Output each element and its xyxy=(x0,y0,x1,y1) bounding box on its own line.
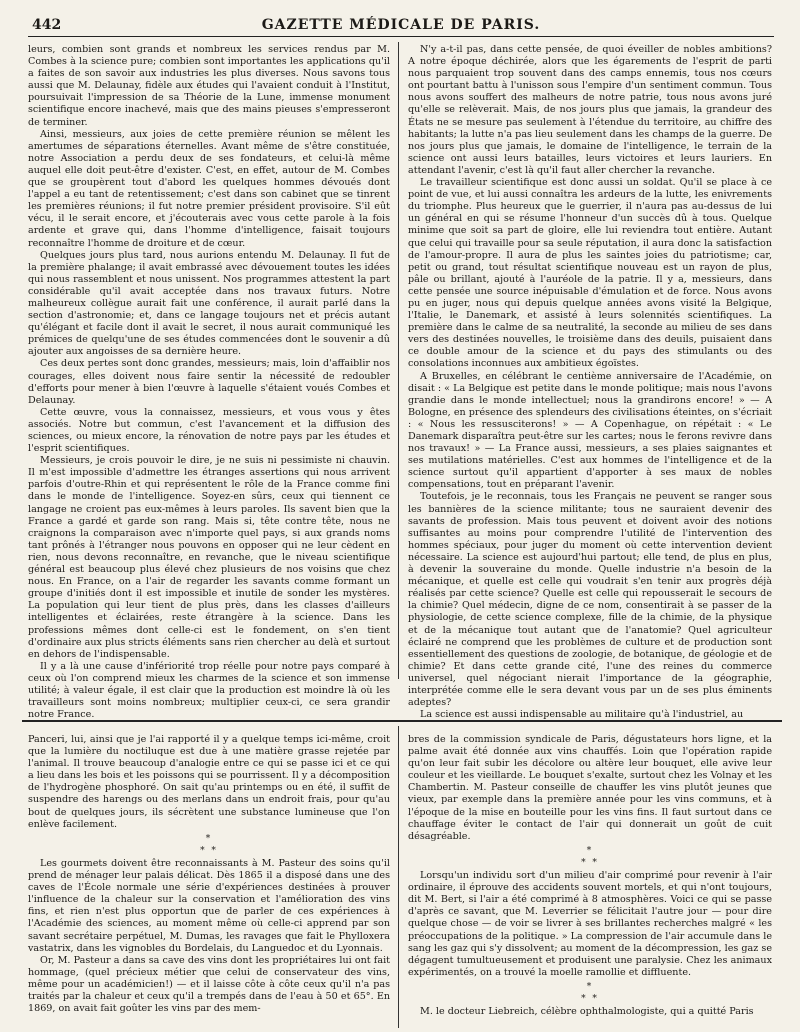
paragraph: Cette œuvre, vous la connaissez, messieurs, et vous vous y êtes associés. Notre but commun, c'est l'avancement et la diffusion des sciences, ou mieux encore, la rénovation de notre pays par les études et l'esprit scientifiques. xyxy=(28,406,390,455)
paragraph: bres de la commission syndicale de Paris, dégustateurs hors ligne, et la palme avait été donnée aux vins chauffés. Loin que l'opération rapide qu'on leur fait subir les décolore ou altère leur bouquet, elle avive leur couleur et les vieillarde. Le bouquet s'exalte, surtout chez les Volnay et les Chambertin. M. Pasteur conseille de chauffer les vins plutôt jeunes que vieux, par exemple dans la première année pour les vins communs, et à l'époque de la mise en bouteille pour les vins fins. Il faut surtout dans ce chauffage éviter le contact de l'air qui donnerait un goût de cuit désagréable. xyxy=(408,734,772,842)
article-column-top-right xyxy=(408,44,772,721)
asterism-separator: * * * xyxy=(200,833,218,856)
feuilleton-column-right xyxy=(408,734,772,1028)
asterism-separator: * * * xyxy=(581,845,599,868)
paragraph: leurs, combien sont grands et nombreux les services rendus par M. Combes à la science pure; combien sont importantes les applications qu'il a faites de son savoir aux industries les plus diverses. Nous savons tous aussi que M. Delaunay, fidèle aux études qui l'avaient conduit à l'Institut, poursuivait l'impression de sa Théorie de la Lune, immense monument scientifique encore inachevé, mais que des mains pieuses s'empresseront de terminer. xyxy=(28,44,390,128)
paragraph: A Bruxelles, en célébrant le centième anniversaire de l'Académie, on disait : « La Belgique est petite dans le monde politique; mais nous l'avons grandie dans le monde intellectuel; nous la grandirons encore! » — A Bologne, en présence des splendeurs des civilisations éteintes, on s'écriait : « Nous les ressusciterons! » — A Copenhague, on répétait : « Le Danemark disparaîtra peut-être sur les cartes; nous le ferons revivre dans nos travaux! » — La France aussi, messieurs, a ses plaies saignantes et ses mutilations matérielles. C'est aux hommes de l'intelligence et de la science surtout qu'il appartient d'apporter à ses maux de nobles compensations, tout en préparant l'avenir. xyxy=(408,370,772,491)
feuilleton-column-left xyxy=(28,734,390,1028)
article-column-top-left xyxy=(28,44,390,721)
paragraph: Messieurs, je crois pouvoir le dire, je ne suis ni pessimiste ni chauvin. Il m'est impossible d'admettre les étranges assertions qui nous arrivent parfois d'outre-Rhin et qui représentent le rôle de la France comme fini dans le monde de l'intelligence. Soyez-en sûrs, ceux qui tiennent ce langage ne croient pas eux-mêmes à leurs paroles. Ils savent bien que la France a gardé et garde son rang. Mais si, tête contre tête, nous ne craignons la comparaison avec n'importe quel pays, si aux grands noms tant prônés à l'étranger nous pouvons en opposer qui ne leur cèdent en rien, nous devons reconnaître, en revanche, que le niveau scientifique général est beaucoup plus élevé chez plusieurs de nos voisins que chez nous. En France, on a l'air de regarder les savants comme formant un groupe d'initiés dont il est impossible et inutile de sonder les mystères. La population qui leur tient de plus près, dans les classes d'ailleurs intelligentes et éclairées, reste étrangère à la science. Dans les professions mêmes dont celle-ci est le fondement, on s'en tient d'ordinaire aux plus stricts éléments sans rien chercher au delà et surtout en dehors de l'indispensable. xyxy=(28,455,390,660)
column-divider-bottom xyxy=(398,726,399,1028)
feuilleton-separator-rule xyxy=(22,720,782,722)
journal-title: GAZETTE MÉDICALE DE PARIS. xyxy=(261,17,541,33)
page-header xyxy=(28,14,774,37)
paragraph: Or, M. Pasteur a dans sa cave des vins dont les propriétaires lui ont fait hommage, (quel précieux métier que celui de conservateur des vins, même pour un académicien!) — et il laisse côte à côte ceux qu'il n'a pas traités par la chaleur et ceux qu'il a trempés dans de l'eau à 50 et 65°. En 1869, on avait fait goûter les vins par des mem- xyxy=(28,954,390,1015)
paragraph: Lorsqu'un individu sort d'un milieu d'air comprimé pour revenir à l'air ordinaire, il éprouve des accidents souvent mortels, et qui n'ont toujours, dit M. Bert, si l'air a été comprimé à 8 atmosphères. Voici ce qui se passe d'après ce savant, que M. Leverrier se félicitait l'autre jour — pour dire quelque chose — de voir se livrer à ses brillantes recherches malgré « les préoccupations de la politique. » La compression de l'air accumule dans le sang les gaz qui s'y dissolvent; au moment de la décompression, les gaz se dégagent tumultueusement et produisent une paralysie. Chez les animaux expérimentés, on a trouvé la moelle ramollie et diffluente. xyxy=(408,870,772,978)
paragraph: Ces deux pertes sont donc grandes, messieurs; mais, loin d'affaiblir nos courages, elles doivent nous faire sentir la nécessité de redoubler d'efforts pour mener à bien l'œuvre à laquelle s'étaient voués Combes et Delaunay. xyxy=(28,358,390,406)
paragraph: Il y a là une cause d'infériorité trop réelle pour notre pays comparé à ceux où l'on comprend mieux les charmes de la science et son immense utilité; à valeur égale, il est clair que la production est moindre là où les travailleurs sont moins nombreux; multiplier ceux-ci, ce sera grandir notre France. xyxy=(28,660,390,721)
page-number: 442 xyxy=(32,17,62,33)
paragraph: Toutefois, je le reconnais, tous les Français ne peuvent se ranger sous les bannières de la science militante; tous ne sauraient devenir des savants de profession. Mais tous peuvent et doivent avoir des notions suffisantes au moins pour comprendre l'utilité de l'intervention des hommes spéciaux, pour juger du moment où cette intervention devient nécessaire. La science est aujourd'hui partout; elle tend, de plus en plus, à devenir la souveraine du monde. Quelle industrie n'a besoin de la mécanique, et quelle est celle qui voudrait s'en tenir aux progrès déjà réalisés par cette science? Quelle est celle qui repousserait le secours de la chimie? Quel médecin, digne de ce nom, consentirait à se passer de la physiologie, de cette science complexe, fille de la chimie, de la physique et de la mécanique tout autant que de l'anatomie? Quel agriculteur éclairé ne comprend que les problèmes de culture et de production sont essentiellement des questions de zoologie, de botanique, de géologie et de chimie? Et dans cette grande cité, l'une des reines du commerce universel, quel négociant nierait l'importance de la géographie, interprétée comme elle le sera devant vous par un de ses plus éminents adeptes? xyxy=(408,491,772,709)
paragraph: M. le docteur Liebreich, célèbre ophthalmologiste, qui a quitté Paris xyxy=(420,1006,754,1018)
paragraph: Ainsi, messieurs, aux joies de cette première réunion se mêlent les amertumes de séparations éternelles. Avant même de s'être constituée, notre Association a perdu deux de ses fondateurs, et celui-là même auquel elle doit peut-être d'exister. C'est, en effet, autour de M. Combes que se groupèrent tout d'abord les quelques hommes dévoués dont l'appel a eu tant de retentissement; c'est dans son cabinet que se tinrent les premières réunions; il fut notre premier président provisoire. S'il eût vécu, il le serait encore, et j'écouterais avec vous cette parole à la fois ardente et grave qui, dans l'homme d'intelligence, faisait toujours reconnaître l'homme de droiture et de cœur. xyxy=(28,128,390,249)
paragraph: Panceri, lui, ainsi que je l'ai rapporté il y a quelque temps ici-même, croit que la lumière du noctiluque est due à une matière grasse rejetée par l'animal. Il trouve beaucoup d'analogie entre ce qui se passe ici et ce qui a lieu dans les bois et les poissons qui se pourrissent. Il y a décomposition de l'hydrogène phosphoré. On sait qu'au printemps ou en été, il suffit de suspendre des harengs ou des merlans dans un endroit frais, pour qu'au bout de quelques jours, ils sécrètent une substance lumineuse que l'on enlève facilement. xyxy=(28,734,390,830)
asterism-separator: * * * xyxy=(581,981,599,1004)
column-divider-top xyxy=(398,42,399,679)
paragraph: N'y a-t-il pas, dans cette pensée, de quoi éveiller de nobles ambitions? A notre époque déchirée, alors que les égarements de l'esprit de parti nous parquaient trop souvent dans des camps ennemis, tous nos cœurs ont pourtant battu à l'unisson sous l'empire d'un sentiment commun. Tous nous avons souffert des malheurs de notre patrie, tous nous avons juré qu'elle se relèverait. Mais, de nos jours plus que jamais, la grandeur des États ne se mesure pas seulement à l'étendue du territoire, au chiffre des habitants; la lutte n'a pas lieu seulement dans les champs de la guerre. De nos jours plus que jamais, le domaine de l'intelligence, le terrain de la science ont aussi leurs batailles, leurs victoires et leurs lauriers. En attendant l'avenir, c'est là qu'il faut aller chercher la revanche. xyxy=(408,44,772,176)
paragraph: La science est aussi indispensable au militaire qu'à l'industriel, au xyxy=(420,709,744,721)
paragraph: Le travailleur scientifique est donc aussi un soldat. Qu'il se place à ce point de vue, et lui aussi connaîtra les ardeurs de la lutte, les enivrements du triomphe. Plus heureux que le guerrier, il n'aura pas au-dessus de lui un général en qui se résume l'honneur d'un succès dû à tous. Quelque minime que soit sa part de gloire, elle lui reviendra tout entière. Autant que celui qui travaille pour sa seule réputation, il aura donc la satisfaction de l'amour-propre. Il aura de plus les saintes joies du patriotisme; car, petit ou grand, tout résultat scientifique nouveau est un rayon de plus, pâle ou brillant, ajouté à l'auréole de la patrie. Il y a, messieurs, dans cette pensée une source inépuisable d'émulation et de force. Nous avons pu en juger, nous qui depuis quelque années avons visité la Belgique, l'Italie, le Danemark, et assisté à leurs solennités scientifiques. La première dans le calme de sa neutralité, la seconde au milieu de ses dans vers des destinées nouvelles, le troisième dans des deuils, puisaient dans ce double amour de la science et du pays des stimulants ou des consolations inconnues aux ambitieux égoïstes. xyxy=(408,177,772,370)
paragraph: Quelques jours plus tard, nous aurions entendu M. Delaunay. Il fut de la première phalange; il avait embrassé avec dévouement toutes les idées qui nous rassemblent et nous unissent. Nos programmes attestent la part considérable qu'il avait acceptée dans nos travaux futurs. Notre malheureux collègue aurait fait une conférence, il aurait parlé dans la section d'astronomie; et, dans ce langage toujours net et précis autant qu'élégant et facile dont il avait le secret, il nous aurait communiqué les prémices de quelqu'une de ses études commencées dont le souvenir a dû ajouter aux angoisses de sa dernière heure. xyxy=(28,249,390,358)
paragraph: Les gourmets doivent être reconnaissants à M. Pasteur des soins qu'il prend de ménager leur palais délicat. Dès 1865 il a disposé dans une des caves de l'École normale une série d'expériences destinées à prouver l'influence de la chaleur sur la conservation et l'amélioration des vins fins, et rien n'est plus opportun que de parler de ces expériences à l'Académie des sciences, au moment même où celle-ci apprend par son savant secrétaire perpétuel, M. Dumas, les ravages que fait le Phylloxera vastatrix, dans les vignobles du Bordelais, du Languedoc et du Lyonnais. xyxy=(28,857,390,954)
